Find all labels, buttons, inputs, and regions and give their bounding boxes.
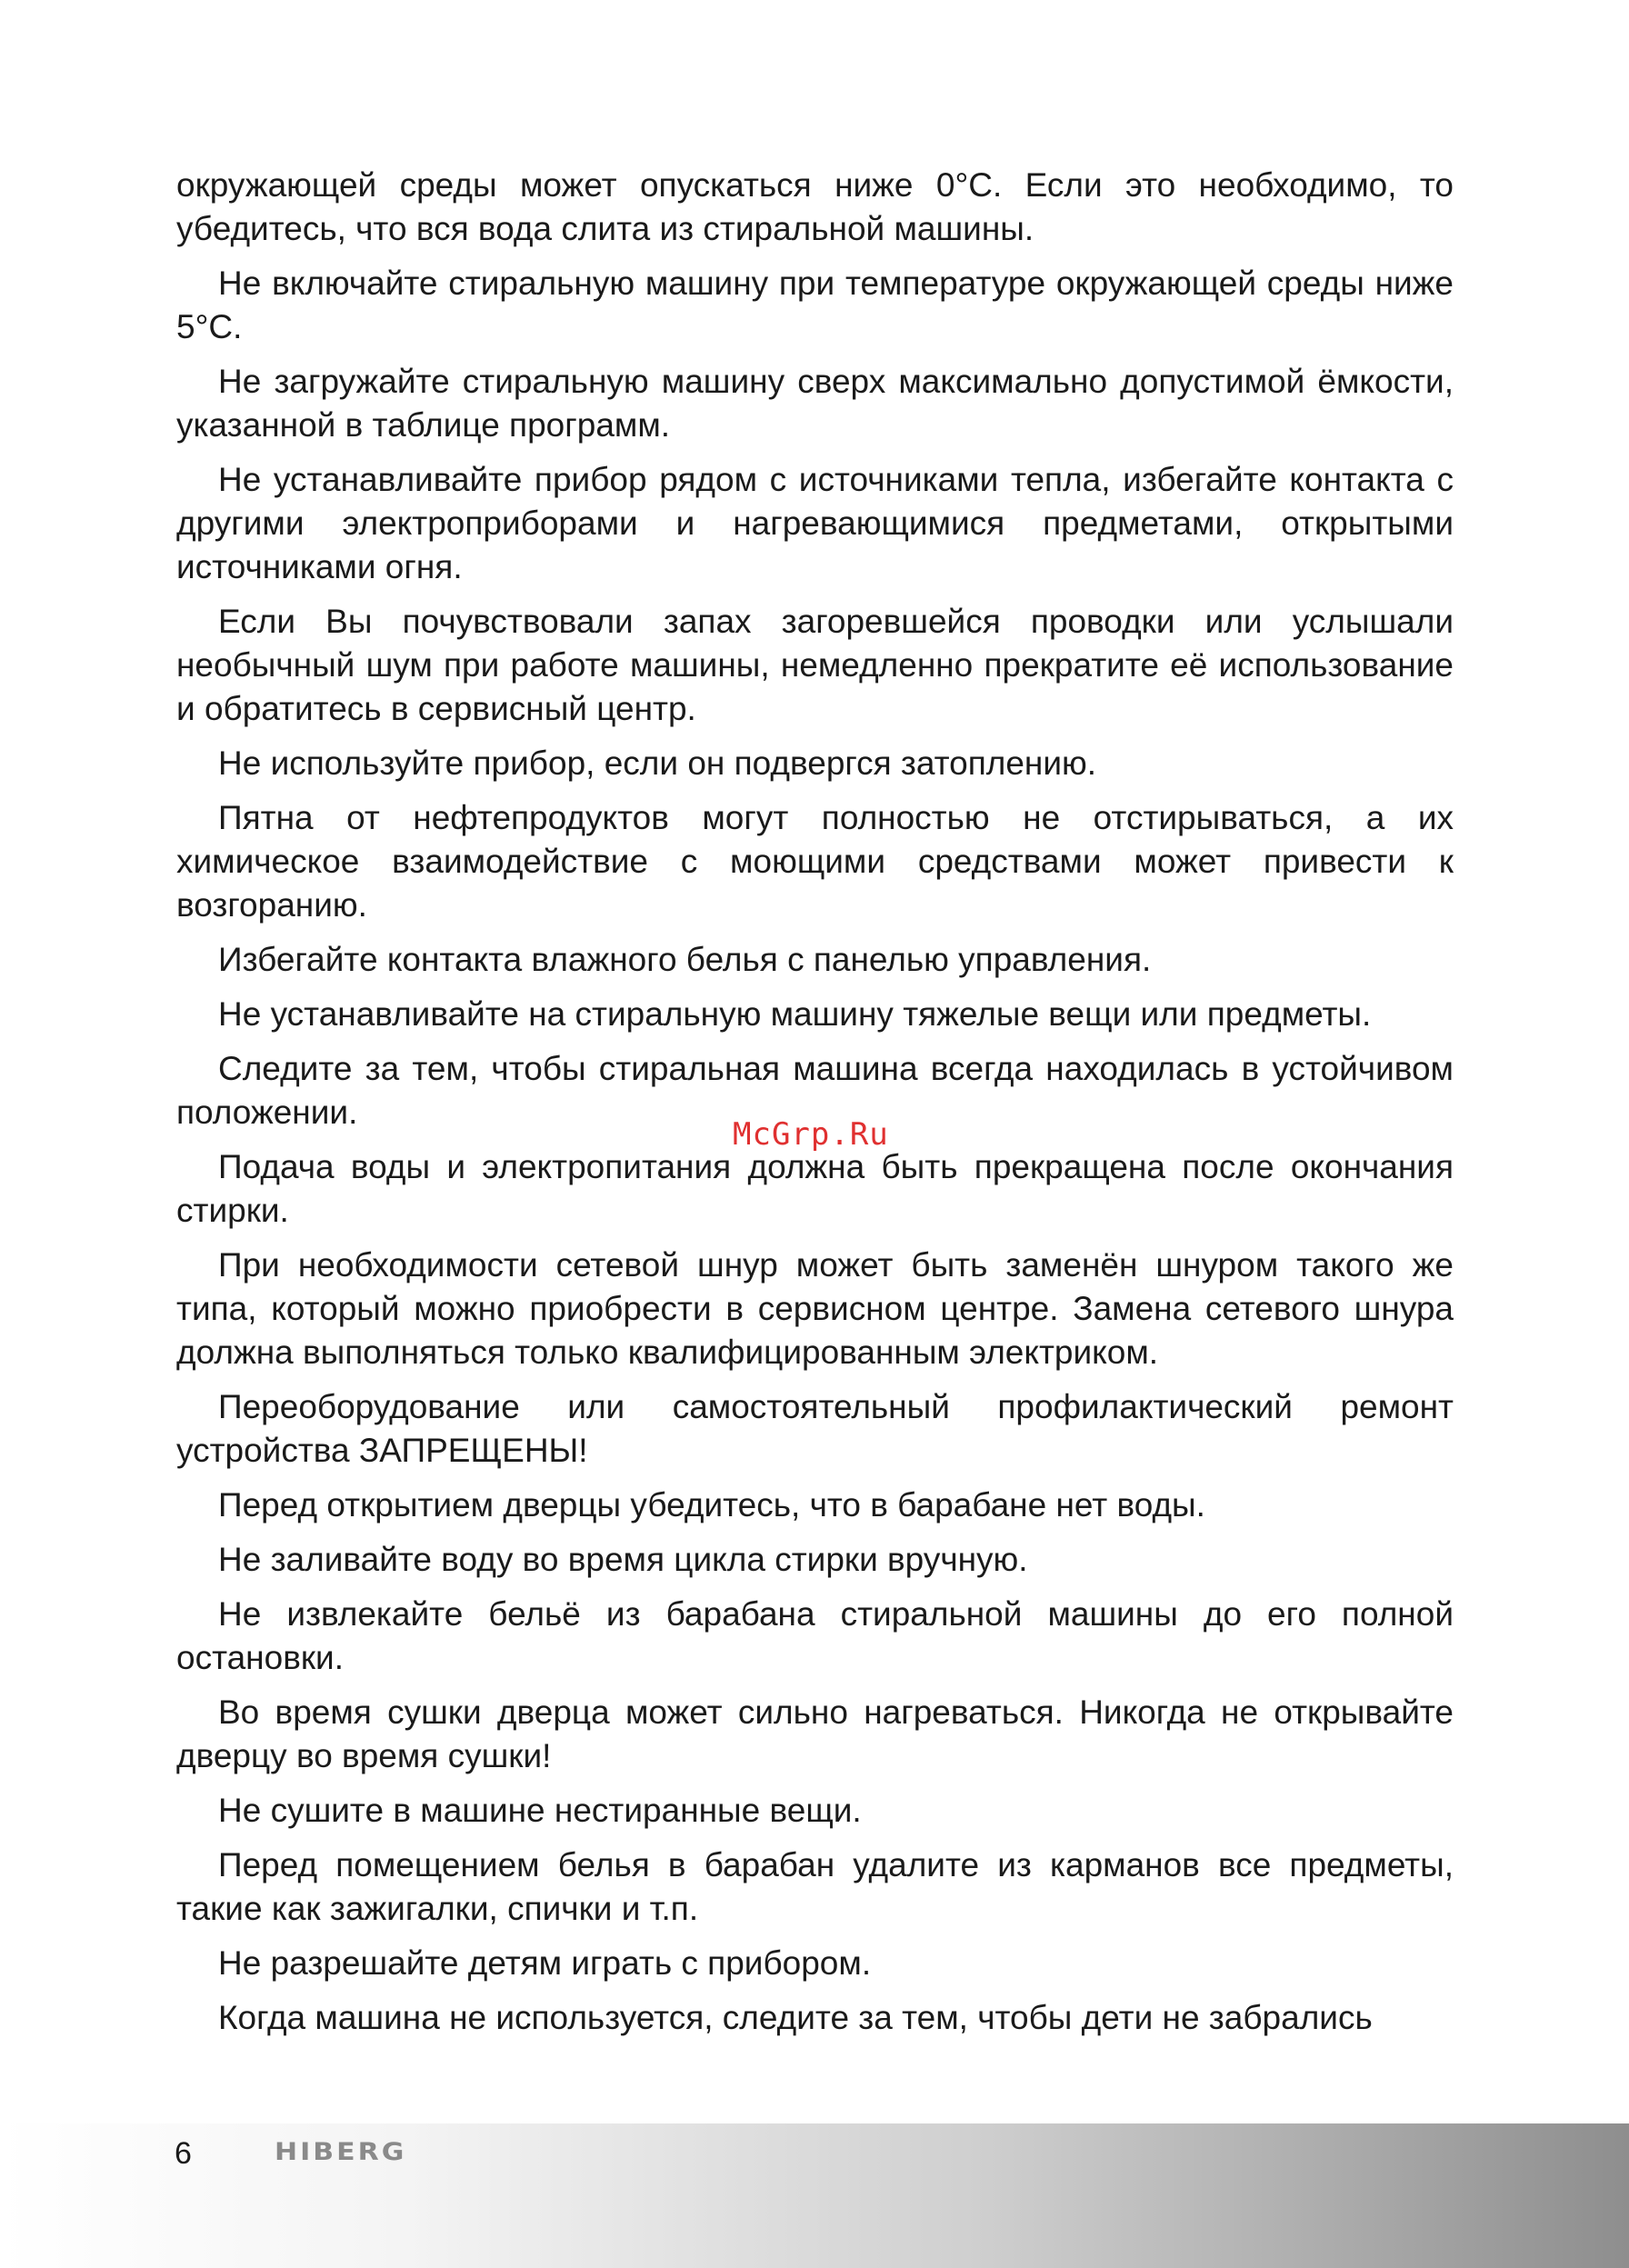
paragraph: Не сушите в машине нестиранные вещи. (218, 1792, 862, 1829)
paragraph: окружающей среды может опускаться ниже 0°С. Если это необходимо, то убедитесь, что вся вода слита из стиральной машины. (176, 166, 1454, 247)
paragraph: Не включайте стиральную машину при температуре окружающей среды ниже 5°С. (176, 265, 1454, 345)
paragraph: Перед открытием дверцы убедитесь, что в барабане нет воды. (218, 1486, 1205, 1524)
page-number: 6 (175, 2136, 192, 2171)
paragraph: Во время сушки дверца может сильно нагреваться. Никогда не открывайте дверцу во время сушки! (176, 1694, 1454, 1774)
paragraph: Если Вы почувствовали запах загоревшейся проводки или услышали необычный шум при работе машины, немедленно прекратите её использование и обратитесь в сервисный центр. (176, 603, 1454, 727)
paragraph: Когда машина не используется, следите за тем, чтобы дети не забрались (218, 1999, 1373, 2036)
body-text (176, 164, 1454, 2051)
paragraph: При необходимости сетевой шнур может быть заменён шнуром такого же типа, который можно приобрести в сервисном центре. Замена сетевого шнура должна выполняться только квалифицированным электриком. (176, 1246, 1454, 1371)
paragraph: Не загружайте стиральную машину сверх максимально допустимой ёмкости, указанной в таблице программ. (176, 363, 1454, 444)
paragraph: Не используйте прибор, если он подвергся затоплению. (218, 744, 1097, 782)
watermark: McGrp.Ru (733, 1116, 889, 1153)
paragraph: Не устанавливайте прибор рядом с источниками тепла, избегайте контакта с другими электроприборами и нагревающимися предметами, открытыми источниками огня. (176, 461, 1454, 585)
paragraph: Избегайте контакта влажного белья с панелью управления. (218, 941, 1152, 978)
brand-logo: HIBERG (275, 2137, 407, 2167)
paragraph: Следите за тем, чтобы стиральная машина всегда находилась в устойчивом положении. (176, 1050, 1454, 1131)
footer-bar (0, 2123, 1629, 2268)
paragraph: Не заливайте воду во время цикла стирки вручную. (218, 1541, 1028, 1578)
paragraph: Переоборудование или самостоятельный профилактический ремонт устройства ЗАПРЕЩЕНЫ! (176, 1388, 1454, 1469)
paragraph: Не разрешайте детям играть с прибором. (218, 1944, 872, 1982)
paragraph: Перед помещением белья в барабан удалите из карманов все предметы, такие как зажигалки, спички и т.п. (176, 1846, 1454, 1927)
paragraph: Подача воды и электропитания должна быть прекращена после окончания стирки. (176, 1148, 1454, 1229)
paragraph: Не извлекайте бельё из барабана стиральной машины до его полной остановки. (176, 1595, 1454, 1676)
paragraph: Пятна от нефтепродуктов могут полностью не отстирываться, а их химическое взаимодействие с моющими средствами может привести к возгоранию. (176, 799, 1454, 924)
paragraph: Не устанавливайте на стиральную машину тяжелые вещи или предметы. (218, 995, 1372, 1033)
